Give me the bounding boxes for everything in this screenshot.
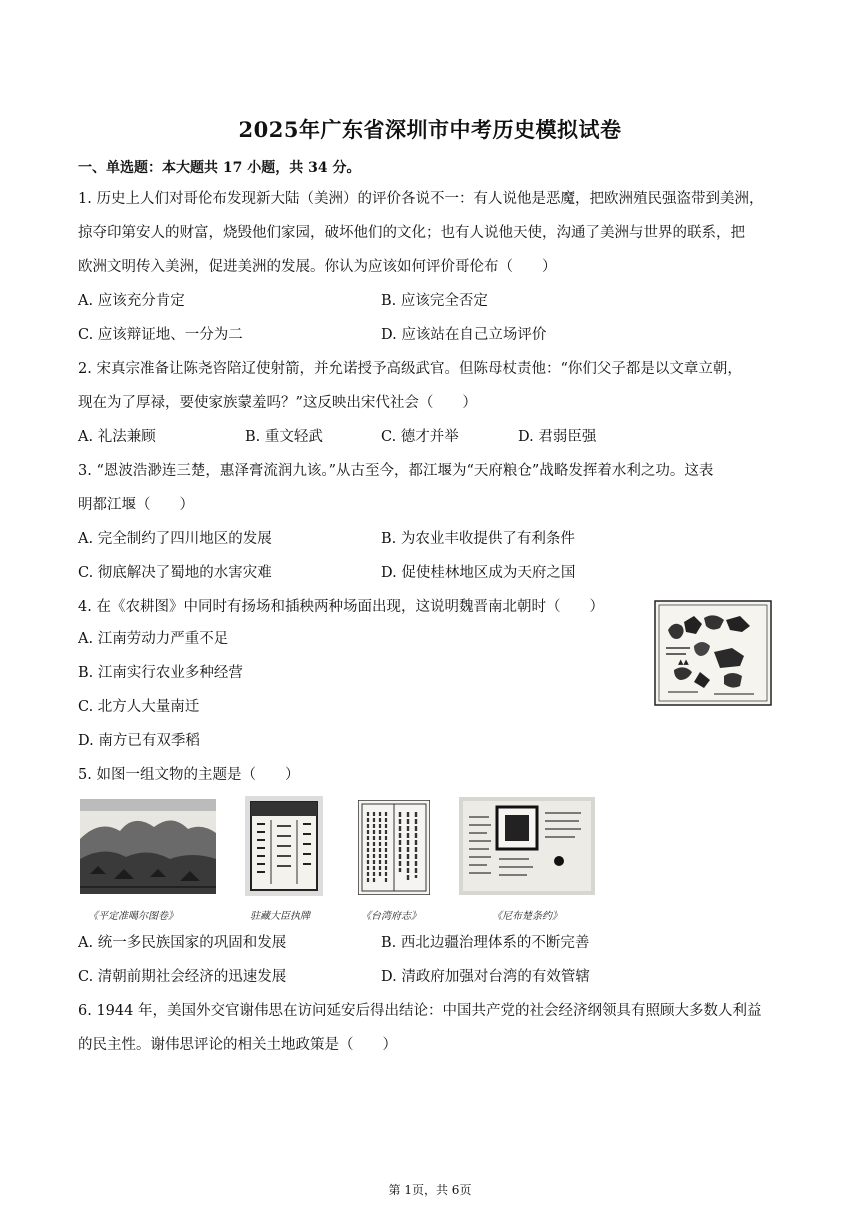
question-1-option-c: C. 应该辩证地、一分为二 bbox=[78, 327, 243, 343]
question-5-option-d: D. 清政府加强对台湾的有效管辖 bbox=[381, 969, 590, 985]
question-2-option-a: A. 礼法兼顾 bbox=[78, 429, 156, 445]
question-1-line-1: 1. 历史上人们对哥伦布发现新大陆（美洲）的评价各说不一：有人说他是恶魔，把欧洲殖民强盗带到美洲， bbox=[78, 191, 764, 207]
question-1-option-d: D. 应该站在自己立场评价 bbox=[381, 327, 547, 343]
caption-book: 《台湾府志》 bbox=[361, 911, 421, 922]
question-2-option-b: B. 重文轻武 bbox=[245, 429, 323, 445]
question-2-line-2: 现在为了厚禄，要使家族蒙羞吗？”这反映出宋代社会（ ） bbox=[78, 395, 477, 411]
question-3-option-d: D. 促使桂林地区成为天府之国 bbox=[381, 565, 576, 581]
question-4-line-1: 4. 在《农耕图》中同时有扬场和插秧两种场面出现，这说明魏晋南北朝时（ ） bbox=[78, 599, 604, 615]
question-1-line-3: 欧洲文明传入美洲，促进美洲的发展。你认为应该如何评价哥伦布（ ） bbox=[78, 259, 557, 275]
book-page-image bbox=[358, 800, 430, 895]
caption-landscape-scroll: 《平定准噶尔图卷》 bbox=[88, 911, 178, 922]
section-heading: 一、单选题：本大题共 17 小题，共 34 分。 bbox=[78, 160, 361, 176]
question-1-option-a: A. 应该充分肯定 bbox=[78, 293, 185, 309]
question-5-option-c: C. 清朝前期社会经济的迅速发展 bbox=[78, 969, 287, 985]
page-footer: 第 1页，共 6页 bbox=[388, 1183, 472, 1197]
question-6-line-2: 的民主性。谢伟思评论的相关土地政策是（ ） bbox=[78, 1037, 397, 1053]
treaty-document-image bbox=[459, 797, 595, 895]
question-4-option-d: D. 南方已有双季稻 bbox=[78, 733, 200, 749]
question-4-option-c: C. 北方人大量南迁 bbox=[78, 699, 200, 715]
question-2-line-1: 2. 宋真宗准备让陈尧咨陪辽使射箭，并允诺授予高级武官。但陈母杖责他：“你们父子都是以文章立朝， bbox=[78, 361, 742, 377]
question-2-option-c: C. 德才并举 bbox=[381, 429, 459, 445]
question-5-line-1: 5. 如图一组文物的主题是（ ） bbox=[78, 767, 300, 783]
question-5-option-b: B. 西北边疆治理体系的不断完善 bbox=[381, 935, 590, 951]
question-2-option-d: D. 君弱臣强 bbox=[518, 429, 597, 445]
question-4-option-b: B. 江南实行农业多种经营 bbox=[78, 665, 243, 681]
page-title: 2025年广东省深圳市中考历史模拟试卷 bbox=[238, 117, 622, 142]
svg-text:▲▲: ▲▲ bbox=[678, 658, 689, 666]
caption-tablet: 驻藏大臣执牌 bbox=[250, 911, 310, 922]
caption-treaty: 《尼布楚条约》 bbox=[492, 911, 562, 922]
landscape-scroll-image bbox=[80, 799, 216, 894]
question-1-line-2: 掠夺印第安人的财富，烧毁他们家园，破坏他们的文化；也有人说他天使，沟通了美洲与世界的联系，把 bbox=[78, 225, 745, 241]
question-3-option-c: C. 彻底解决了蜀地的水害灾难 bbox=[78, 565, 272, 581]
question-6-line-1: 6. 1944 年，美国外交官谢伟思在访问延安后得出结论：中国共产党的社会经济纲领具有照顾大多数人利益 bbox=[78, 1003, 762, 1019]
question-3-option-a: A. 完全制约了四川地区的发展 bbox=[78, 531, 272, 547]
question-3-line-2: 明都江堰（ ） bbox=[78, 497, 194, 513]
question-5-option-a: A. 统一多民族国家的巩固和发展 bbox=[78, 935, 287, 951]
farming-mural-image bbox=[654, 600, 772, 706]
question-3-line-1: 3. “恩波浩渺连三楚，惠泽膏流润九该。”从古至今，都江堰为“天府粮仓”战略发挥着水利之功。这表 bbox=[78, 463, 714, 479]
question-1-option-b: B. 应该完全否定 bbox=[381, 293, 488, 309]
question-4-option-a: A. 江南劳动力严重不足 bbox=[78, 631, 229, 647]
tablet-image bbox=[245, 796, 323, 896]
question-3-option-b: B. 为农业丰收提供了有利条件 bbox=[381, 531, 575, 547]
